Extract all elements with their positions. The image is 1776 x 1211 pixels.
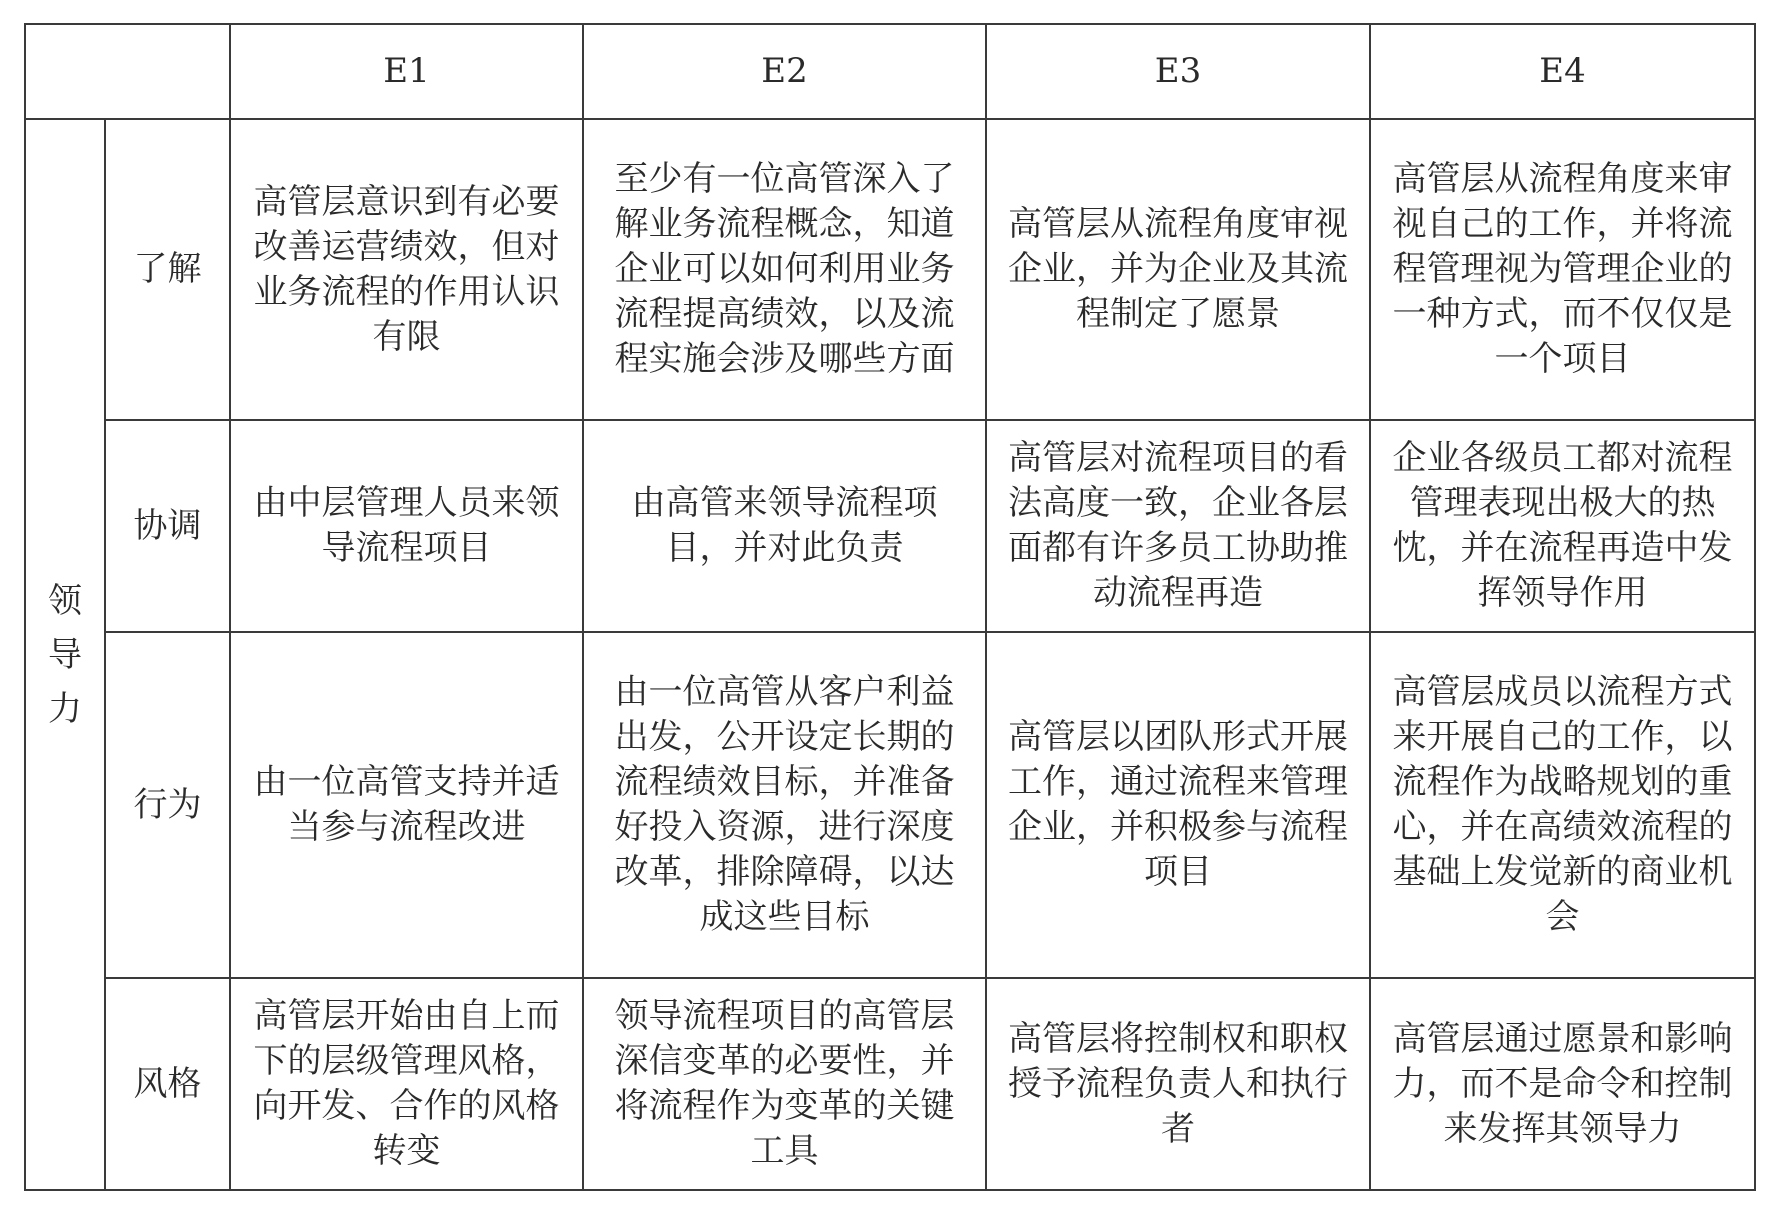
table-row-understanding [25,119,1755,420]
group-label-cell [25,119,105,1190]
table-cell: 高管层从流程角度审视企业，并为企业及其流程制定了愿景 [986,119,1370,420]
table-cell: 高管层通过愿景和影响力，而不是命令和控制来发挥其领导力 [1370,978,1755,1190]
table-cell: 高管层成员以流程方式来开展自己的工作，以流程作为战略规划的重心，并在高绩效流程的基础上发觉新的商业机会 [1370,632,1755,978]
table-cell: 高管层对流程项目的看法高度一致，企业各层面都有许多员工协助推动流程再造 [986,420,1370,632]
column-header-e1: E1 [230,24,583,119]
row-label: 协调 [105,420,230,632]
column-header-e4: E4 [1370,24,1755,119]
table-row-style [25,978,1755,1190]
table-cell: 至少有一位高管深入了解业务流程概念，知道企业可以如何利用业务流程提高绩效，以及流程实施会涉及哪些方面 [583,119,986,420]
table-cell: 高管层开始由自上而下的层级管理风格，向开发、合作的风格转变 [230,978,583,1190]
group-label: 领导力 [48,580,82,729]
table-cell: 企业各级员工都对流程管理表现出极大的热忱，并在流程再造中发挥领导作用 [1370,420,1755,632]
row-label: 行为 [105,632,230,978]
column-header-e3: E3 [986,24,1370,119]
header-row [25,24,1755,119]
table-cell: 高管层以团队形式开展工作，通过流程来管理企业，并积极参与流程项目 [986,632,1370,978]
table-row-alignment [25,420,1755,632]
row-label: 风格 [105,978,230,1190]
row-label: 了解 [105,119,230,420]
column-header-e2: E2 [583,24,986,119]
table-cell: 由中层管理人员来领导流程项目 [230,420,583,632]
table-cell: 由一位高管从客户利益出发，公开设定长期的流程绩效目标，并准备好投入资源，进行深度改革，排除障碍，以达成这些目标 [583,632,986,978]
table-cell: 领导流程项目的高管层深信变革的必要性，并将流程作为变革的关键工具 [583,978,986,1190]
table-cell: 由高管来领导流程项目，并对此负责 [583,420,986,632]
table-cell: 高管层意识到有必要改善运营绩效，但对业务流程的作用认识有限 [230,119,583,420]
table-cell: 高管层从流程角度来审视自己的工作，并将流程管理视为管理企业的一种方式，而不仅仅是一个项目 [1370,119,1755,420]
leadership-maturity-table [24,23,1756,1191]
table-row-behavior [25,632,1755,978]
table-cell: 由一位高管支持并适当参与流程改进 [230,632,583,978]
table-cell: 高管层将控制权和职权授予流程负责人和执行者 [986,978,1370,1190]
corner-cell [25,24,230,119]
